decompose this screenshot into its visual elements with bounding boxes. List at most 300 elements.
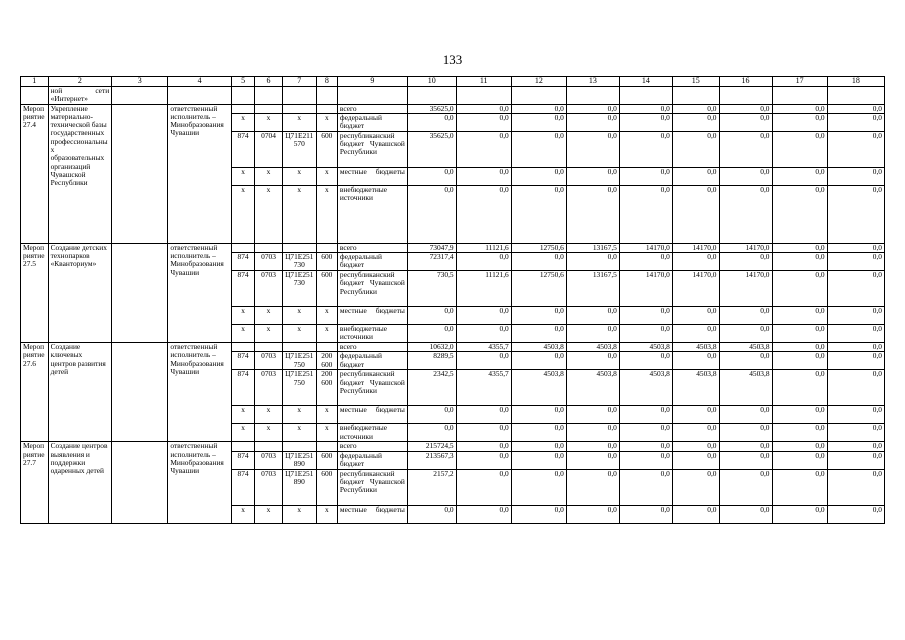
funding-source: внебюджетные источники xyxy=(337,185,407,243)
code-section xyxy=(255,442,283,451)
amount-cell: 0,0 xyxy=(772,253,827,271)
amount-cell: 0,0 xyxy=(456,424,511,442)
code-grbs: x xyxy=(231,505,254,523)
amount-cell: 72317,4 xyxy=(407,253,456,271)
amount-cell: 0,0 xyxy=(619,406,672,424)
amount-cell: 0,0 xyxy=(719,307,772,325)
funding-source: республиканский бюджет Чувашской Республики xyxy=(337,271,407,307)
empty-cell xyxy=(112,442,168,523)
continuation-row xyxy=(21,87,885,105)
code-target-article: x xyxy=(282,307,316,325)
amount-cell: 0,0 xyxy=(566,131,619,167)
amount-cell: 4503,8 xyxy=(672,343,719,352)
amount-cell: 0,0 xyxy=(719,451,772,469)
empty-cell xyxy=(112,243,168,342)
amount-cell: 0,0 xyxy=(719,185,772,243)
funding-source: внебюджетные источники xyxy=(337,424,407,442)
amount-cell: 0,0 xyxy=(772,406,827,424)
amount-cell: 0,0 xyxy=(619,442,672,451)
funding-source: местные бюджеты xyxy=(337,505,407,523)
amount-cell: 0,0 xyxy=(566,104,619,113)
amount-cell: 0,0 xyxy=(619,167,672,185)
code-expense-type xyxy=(316,442,337,451)
code-grbs: 874 xyxy=(231,131,254,167)
code-target-article: Ц71Е251890 xyxy=(282,451,316,469)
amount-cell: 0,0 xyxy=(407,167,456,185)
amount-cell: 0,0 xyxy=(619,104,672,113)
column-number-row xyxy=(21,77,885,87)
code-expense-type: x xyxy=(316,325,337,343)
activity-id: Мероприятие 27.7 xyxy=(21,442,49,523)
amount-cell: 0,0 xyxy=(619,424,672,442)
column-number: 13 xyxy=(566,77,619,87)
code-expense-type xyxy=(316,104,337,113)
amount-cell: 0,0 xyxy=(511,131,566,167)
column-number: 8 xyxy=(316,77,337,87)
amount-cell: 8289,5 xyxy=(407,352,456,370)
amount-cell: 0,0 xyxy=(827,451,884,469)
amount-cell: 0,0 xyxy=(619,253,672,271)
amount-cell: 0,0 xyxy=(407,113,456,131)
amount-cell: 4503,8 xyxy=(672,370,719,406)
amount-cell: 0,0 xyxy=(566,424,619,442)
amount-cell: 0,0 xyxy=(772,113,827,131)
amount-cell: 0,0 xyxy=(772,307,827,325)
amount-cell: 11121,6 xyxy=(456,243,511,252)
code-section: 0703 xyxy=(255,451,283,469)
code-target-article: x xyxy=(282,406,316,424)
amount-cell: 0,0 xyxy=(456,469,511,505)
code-target-article: x xyxy=(282,505,316,523)
amount-cell: 0,0 xyxy=(772,451,827,469)
activity-name: Укрепление материально-технической базы государственных профессиональных образовательных организаций Чувашской Республики xyxy=(48,104,112,243)
amount-cell: 0,0 xyxy=(456,352,511,370)
code-target-article xyxy=(282,343,316,352)
amount-cell: 0,0 xyxy=(672,185,719,243)
amount-cell: 0,0 xyxy=(772,469,827,505)
column-number: 16 xyxy=(719,77,772,87)
table-row xyxy=(21,104,885,113)
column-number: 6 xyxy=(255,77,283,87)
amount-cell: 0,0 xyxy=(407,406,456,424)
code-target-article xyxy=(282,442,316,451)
amount-cell: 0,0 xyxy=(566,451,619,469)
column-number: 3 xyxy=(112,77,168,87)
amount-cell: 0,0 xyxy=(511,253,566,271)
amount-cell: 0,0 xyxy=(566,167,619,185)
amount-cell: 4503,8 xyxy=(619,343,672,352)
amount-cell: 0,0 xyxy=(566,185,619,243)
code-grbs: 874 xyxy=(231,253,254,271)
amount-cell: 0,0 xyxy=(672,325,719,343)
amount-cell: 0,0 xyxy=(827,113,884,131)
amount-cell: 0,0 xyxy=(772,243,827,252)
amount-cell: 0,0 xyxy=(772,370,827,406)
amount-cell: 215724,5 xyxy=(407,442,456,451)
column-number: 10 xyxy=(407,77,456,87)
amount-cell: 0,0 xyxy=(672,307,719,325)
funding-source: местные бюджеты xyxy=(337,406,407,424)
amount-cell: 14170,0 xyxy=(719,271,772,307)
amount-cell: 0,0 xyxy=(511,406,566,424)
funding-source: федеральный бюджет xyxy=(337,113,407,131)
amount-cell: 0,0 xyxy=(672,131,719,167)
amount-cell: 0,0 xyxy=(772,505,827,523)
amount-cell: 0,0 xyxy=(827,505,884,523)
empty-cell xyxy=(112,343,168,442)
amount-cell: 0,0 xyxy=(772,131,827,167)
amount-cell: 0,0 xyxy=(827,343,884,352)
amount-cell: 0,0 xyxy=(456,325,511,343)
amount-cell: 0,0 xyxy=(456,253,511,271)
amount-cell: 0,0 xyxy=(566,307,619,325)
code-expense-type: 600 xyxy=(316,271,337,307)
activity-executor: ответственный исполнитель – Минобразования Чувашии xyxy=(168,104,232,243)
amount-cell: 0,0 xyxy=(719,167,772,185)
code-expense-type: x xyxy=(316,505,337,523)
code-grbs: x xyxy=(231,325,254,343)
amount-cell: 0,0 xyxy=(719,113,772,131)
activity-name: Создание ключевых центров развития детей xyxy=(48,343,112,442)
code-grbs xyxy=(231,243,254,252)
code-section xyxy=(255,104,283,113)
code-expense-type: 600 xyxy=(316,131,337,167)
amount-cell: 0,0 xyxy=(566,325,619,343)
code-grbs: 874 xyxy=(231,469,254,505)
amount-cell: 2342,5 xyxy=(407,370,456,406)
amount-cell: 0,0 xyxy=(672,424,719,442)
code-grbs: x xyxy=(231,406,254,424)
amount-cell: 0,0 xyxy=(672,442,719,451)
amount-cell: 0,0 xyxy=(772,442,827,451)
column-number: 7 xyxy=(282,77,316,87)
amount-cell: 730,5 xyxy=(407,271,456,307)
amount-cell: 10632,0 xyxy=(407,343,456,352)
amount-cell: 0,0 xyxy=(672,104,719,113)
amount-cell: 0,0 xyxy=(672,505,719,523)
code-section: 0704 xyxy=(255,131,283,167)
amount-cell: 0,0 xyxy=(619,325,672,343)
funding-source: всего xyxy=(337,442,407,451)
amount-cell: 0,0 xyxy=(827,307,884,325)
code-grbs: x xyxy=(231,307,254,325)
amount-cell: 0,0 xyxy=(719,325,772,343)
amount-cell: 0,0 xyxy=(456,505,511,523)
amount-cell: 12750,6 xyxy=(511,271,566,307)
amount-cell: 0,0 xyxy=(827,370,884,406)
amount-cell: 0,0 xyxy=(407,185,456,243)
amount-cell: 0,0 xyxy=(719,406,772,424)
amount-cell: 0,0 xyxy=(672,167,719,185)
table-row xyxy=(21,343,885,352)
amount-cell: 0,0 xyxy=(456,451,511,469)
amount-cell: 0,0 xyxy=(456,131,511,167)
amount-cell: 12750,6 xyxy=(511,243,566,252)
code-expense-type: 200 600 xyxy=(316,352,337,370)
amount-cell: 0,0 xyxy=(827,406,884,424)
amount-cell: 0,0 xyxy=(772,424,827,442)
amount-cell: 0,0 xyxy=(672,406,719,424)
amount-cell: 0,0 xyxy=(772,271,827,307)
code-target-article xyxy=(282,104,316,113)
amount-cell: 0,0 xyxy=(566,406,619,424)
amount-cell: 0,0 xyxy=(719,469,772,505)
code-expense-type: x xyxy=(316,307,337,325)
code-grbs: x xyxy=(231,424,254,442)
code-expense-type: x xyxy=(316,113,337,131)
amount-cell: 2157,2 xyxy=(407,469,456,505)
amount-cell: 0,0 xyxy=(456,113,511,131)
amount-cell: 4503,8 xyxy=(511,370,566,406)
funding-source: внебюджетные источники xyxy=(337,325,407,343)
amount-cell: 35625,0 xyxy=(407,104,456,113)
code-target-article xyxy=(282,243,316,252)
amount-cell: 4355,7 xyxy=(456,370,511,406)
code-expense-type: 600 xyxy=(316,253,337,271)
column-number: 4 xyxy=(168,77,232,87)
code-section: x xyxy=(255,505,283,523)
code-target-article: x xyxy=(282,424,316,442)
amount-cell: 0,0 xyxy=(827,131,884,167)
funding-source: всего xyxy=(337,243,407,252)
code-target-article: x xyxy=(282,167,316,185)
code-expense-type xyxy=(316,243,337,252)
table-row xyxy=(21,243,885,252)
amount-cell: 0,0 xyxy=(772,104,827,113)
funding-source: республиканский бюджет Чувашской Республики xyxy=(337,469,407,505)
code-expense-type: 600 xyxy=(316,451,337,469)
amount-cell: 0,0 xyxy=(672,253,719,271)
code-grbs xyxy=(231,343,254,352)
amount-cell: 14170,0 xyxy=(672,243,719,252)
activity-executor: ответственный исполнитель – Минобразования Чувашии xyxy=(168,243,232,342)
amount-cell: 0,0 xyxy=(511,113,566,131)
amount-cell: 4503,8 xyxy=(619,370,672,406)
amount-cell: 0,0 xyxy=(407,505,456,523)
amount-cell: 4503,8 xyxy=(511,343,566,352)
code-section: 0703 xyxy=(255,370,283,406)
column-number: 15 xyxy=(672,77,719,87)
amount-cell: 0,0 xyxy=(511,104,566,113)
amount-cell: 0,0 xyxy=(719,352,772,370)
column-number: 14 xyxy=(619,77,672,87)
amount-cell: 0,0 xyxy=(566,113,619,131)
code-section: x xyxy=(255,167,283,185)
amount-cell: 0,0 xyxy=(407,424,456,442)
funding-source: федеральный бюджет xyxy=(337,253,407,271)
budget-table xyxy=(20,76,885,524)
amount-cell: 0,0 xyxy=(566,352,619,370)
amount-cell: 0,0 xyxy=(619,505,672,523)
code-target-article: Ц71Е211570 xyxy=(282,131,316,167)
funding-source: всего xyxy=(337,343,407,352)
funding-source: федеральный бюджет xyxy=(337,451,407,469)
amount-cell: 0,0 xyxy=(456,307,511,325)
code-section: x xyxy=(255,307,283,325)
code-section: 0703 xyxy=(255,469,283,505)
code-section: 0703 xyxy=(255,271,283,307)
funding-source: местные бюджеты xyxy=(337,307,407,325)
amount-cell: 14170,0 xyxy=(619,271,672,307)
amount-cell: 0,0 xyxy=(619,131,672,167)
code-section: x xyxy=(255,185,283,243)
code-expense-type: 600 xyxy=(316,469,337,505)
amount-cell: 0,0 xyxy=(511,167,566,185)
amount-cell: 0,0 xyxy=(827,104,884,113)
amount-cell: 0,0 xyxy=(511,352,566,370)
amount-cell: 13167,5 xyxy=(566,271,619,307)
amount-cell: 0,0 xyxy=(619,113,672,131)
amount-cell: 73047,9 xyxy=(407,243,456,252)
code-target-article: Ц71Е251730 xyxy=(282,271,316,307)
page-number: 133 xyxy=(442,52,463,67)
amount-cell: 0,0 xyxy=(672,113,719,131)
amount-cell: 0,0 xyxy=(566,253,619,271)
amount-cell: 0,0 xyxy=(619,185,672,243)
code-section xyxy=(255,343,283,352)
column-number: 2 xyxy=(48,77,112,87)
amount-cell: 0,0 xyxy=(719,131,772,167)
amount-cell: 0,0 xyxy=(827,185,884,243)
amount-cell: 0,0 xyxy=(456,442,511,451)
code-section: x xyxy=(255,113,283,131)
code-grbs: x xyxy=(231,113,254,131)
code-section: 0703 xyxy=(255,253,283,271)
funding-source: местные бюджеты xyxy=(337,167,407,185)
amount-cell: 0,0 xyxy=(511,424,566,442)
amount-cell: 0,0 xyxy=(456,406,511,424)
activity-id: Мероприятие 27.6 xyxy=(21,343,49,442)
amount-cell: 0,0 xyxy=(456,185,511,243)
amount-cell: 0,0 xyxy=(772,185,827,243)
code-target-article: x xyxy=(282,113,316,131)
code-section xyxy=(255,243,283,252)
code-target-article: Ц71Е251890 xyxy=(282,469,316,505)
amount-cell: 0,0 xyxy=(827,167,884,185)
code-target-article: Ц71Е251730 xyxy=(282,253,316,271)
column-number: 1 xyxy=(21,77,49,87)
amount-cell: 0,0 xyxy=(619,352,672,370)
amount-cell: 0,0 xyxy=(827,442,884,451)
code-expense-type: x xyxy=(316,185,337,243)
amount-cell: 0,0 xyxy=(827,325,884,343)
empty-cell xyxy=(112,104,168,243)
code-section: x xyxy=(255,325,283,343)
activity-executor: ответственный исполнитель – Минобразования Чувашии xyxy=(168,442,232,523)
code-target-article: x xyxy=(282,325,316,343)
amount-cell: 4355,7 xyxy=(456,343,511,352)
column-number: 18 xyxy=(827,77,884,87)
amount-cell: 0,0 xyxy=(511,185,566,243)
amount-cell: 0,0 xyxy=(827,271,884,307)
amount-cell: 0,0 xyxy=(672,451,719,469)
amount-cell: 0,0 xyxy=(511,442,566,451)
column-number: 11 xyxy=(456,77,511,87)
amount-cell: 0,0 xyxy=(772,352,827,370)
amount-cell: 0,0 xyxy=(772,167,827,185)
code-grbs: x xyxy=(231,185,254,243)
amount-cell: 4503,8 xyxy=(566,343,619,352)
code-grbs: 874 xyxy=(231,451,254,469)
amount-cell: 213567,3 xyxy=(407,451,456,469)
funding-source: всего xyxy=(337,104,407,113)
amount-cell: 0,0 xyxy=(772,343,827,352)
funding-source: республиканский бюджет Чувашской Республики xyxy=(337,370,407,406)
amount-cell: 0,0 xyxy=(407,325,456,343)
amount-cell: 0,0 xyxy=(407,307,456,325)
activity-id: Мероприятие 27.5 xyxy=(21,243,49,342)
code-expense-type: x xyxy=(316,424,337,442)
code-expense-type: 200 600 xyxy=(316,370,337,406)
amount-cell: 0,0 xyxy=(566,442,619,451)
activity-name: Создание детских технопарков «Кванториум» xyxy=(48,243,112,342)
amount-cell: 0,0 xyxy=(566,505,619,523)
code-section: x xyxy=(255,424,283,442)
column-number: 9 xyxy=(337,77,407,87)
continuation-text: ной сети «Интернет» xyxy=(48,87,112,105)
code-section: x xyxy=(255,406,283,424)
code-grbs: 874 xyxy=(231,370,254,406)
activity-name: Создание центров выявления и поддержки одаренных детей xyxy=(48,442,112,523)
code-target-article: x xyxy=(282,185,316,243)
funding-source: федеральный бюджет xyxy=(337,352,407,370)
amount-cell: 0,0 xyxy=(672,352,719,370)
code-grbs: 874 xyxy=(231,352,254,370)
amount-cell: 0,0 xyxy=(827,243,884,252)
amount-cell: 0,0 xyxy=(827,424,884,442)
code-grbs xyxy=(231,442,254,451)
amount-cell: 14170,0 xyxy=(719,243,772,252)
code-expense-type: x xyxy=(316,167,337,185)
amount-cell: 0,0 xyxy=(719,442,772,451)
amount-cell: 0,0 xyxy=(827,253,884,271)
amount-cell: 0,0 xyxy=(456,167,511,185)
column-number: 17 xyxy=(772,77,827,87)
code-expense-type: x xyxy=(316,406,337,424)
amount-cell: 0,0 xyxy=(456,104,511,113)
amount-cell: 0,0 xyxy=(619,469,672,505)
amount-cell: 13167,5 xyxy=(566,243,619,252)
amount-cell: 0,0 xyxy=(511,451,566,469)
amount-cell: 4503,8 xyxy=(719,343,772,352)
column-number: 12 xyxy=(511,77,566,87)
amount-cell: 0,0 xyxy=(772,325,827,343)
amount-cell: 0,0 xyxy=(566,469,619,505)
column-number: 5 xyxy=(231,77,254,87)
code-target-article: Ц71Е251750 xyxy=(282,370,316,406)
funding-source: республиканский бюджет Чувашской Республики xyxy=(337,131,407,167)
amount-cell: 14170,0 xyxy=(672,271,719,307)
activity-id: Мероприятие 27.4 xyxy=(21,104,49,243)
amount-cell: 0,0 xyxy=(719,104,772,113)
amount-cell: 0,0 xyxy=(511,325,566,343)
amount-cell: 0,0 xyxy=(719,505,772,523)
amount-cell: 0,0 xyxy=(719,253,772,271)
amount-cell: 0,0 xyxy=(619,307,672,325)
amount-cell: 0,0 xyxy=(672,469,719,505)
amount-cell: 0,0 xyxy=(619,451,672,469)
table-row xyxy=(21,442,885,451)
activity-executor: ответственный исполнитель – Минобразования Чувашии xyxy=(168,343,232,442)
amount-cell: 0,0 xyxy=(827,469,884,505)
amount-cell: 4503,8 xyxy=(566,370,619,406)
code-section: 0703 xyxy=(255,352,283,370)
amount-cell: 0,0 xyxy=(511,505,566,523)
code-grbs: x xyxy=(231,167,254,185)
code-grbs: 874 xyxy=(231,271,254,307)
amount-cell: 11121,6 xyxy=(456,271,511,307)
amount-cell: 14170,0 xyxy=(619,243,672,252)
